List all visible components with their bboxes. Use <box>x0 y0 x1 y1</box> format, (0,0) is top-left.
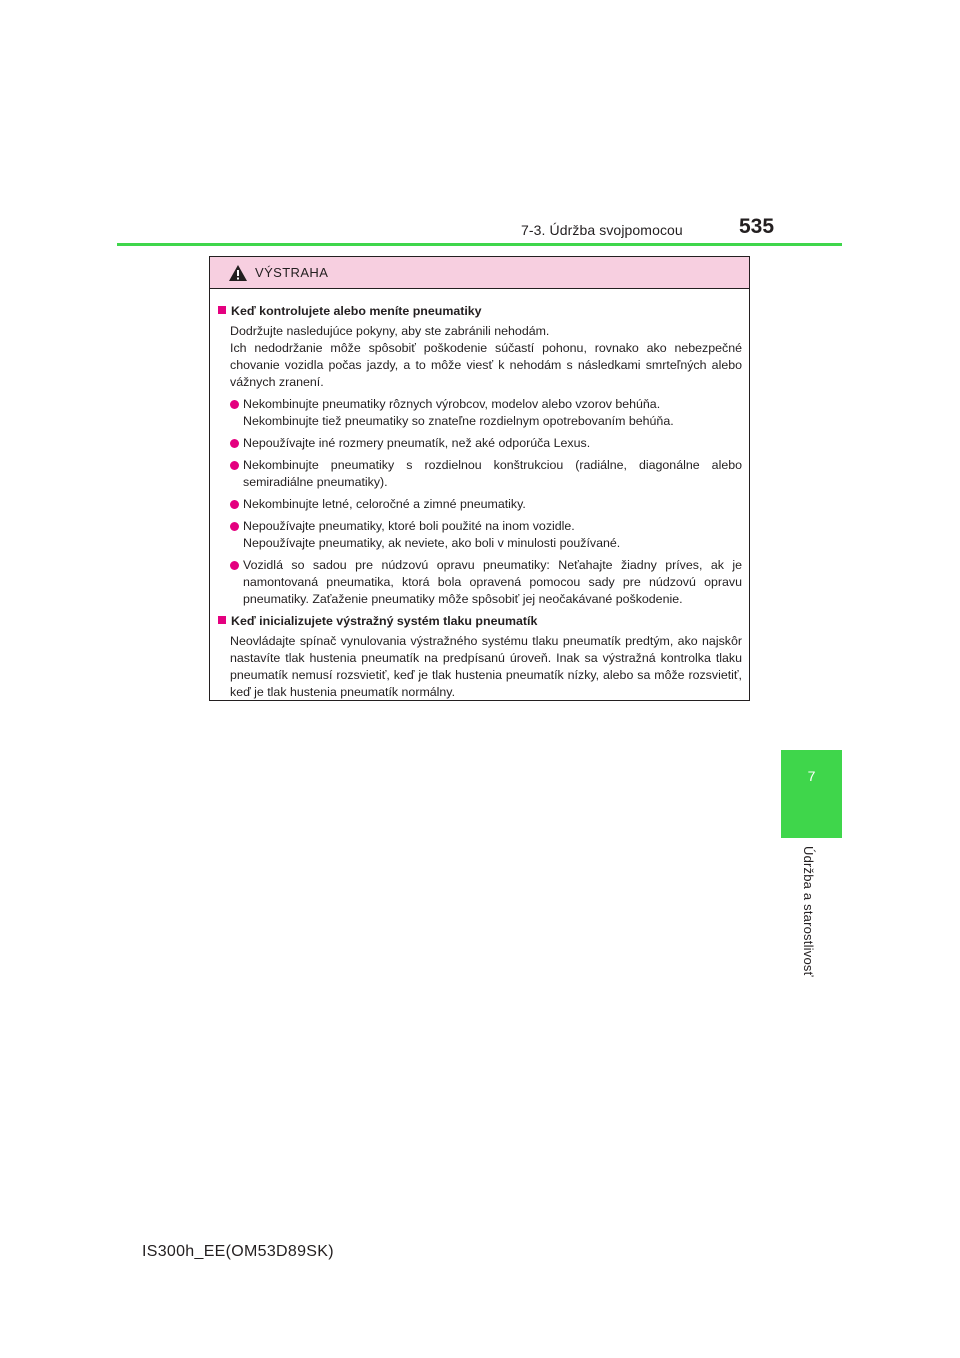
list-item-text: Nekombinujte tiež pneumatiky so znateľne rozdielnym opotrebovaním behúňa. <box>243 414 674 428</box>
section-heading-text: Keď kontrolujete alebo meníte pneumatiky <box>231 304 482 318</box>
chapter-tab <box>781 750 842 838</box>
chapter-tab-label: Údržba a starostlivosť <box>801 846 816 977</box>
list-item <box>218 457 742 491</box>
square-bullet-icon <box>218 306 226 314</box>
list-item-text: Vozidlá so sadou pre núdzovú opravu pneumatiky: Neťahajte žiadny príves, ak je namontovaná pneumatika, ktorá bola opravená pomocou sady pre núdzovú opravu pneumatiky. Zaťaženie pneumatiky môže spôsobiť jej neočakávané poškodenie. <box>243 558 742 606</box>
document-code: IS300h_EE(OM53D89SK) <box>142 1243 334 1260</box>
bullet-dot-icon <box>230 461 239 470</box>
list-item-text: Nekombinujte pneumatiky s rozdielnou konštrukciou (radiálne, diagonálne alebo semiradiálne pneumatiky). <box>243 458 742 489</box>
bullet-dot-icon <box>230 400 239 409</box>
section-heading <box>218 613 742 630</box>
section-text <box>218 633 742 701</box>
section-paragraph: Neovládajte spínač vynulovania výstražného systému tlaku pneumatík predtým, ako najskôr nastavíte tlak hustenia pneumatík na predpísanú úroveň. Inak sa výstražná kontrolka tlaku pneumatík nemusí rozsvietiť, keď je tlak hustenia pneumatík nízky, alebo sa môže rozsvietiť, keď je tlak hustenia pneumatík normálny. <box>230 634 742 699</box>
intro-line: Ich nedodržanie môže spôsobiť poškodenie súčastí pohonu, rovnako ako nebezpečné chovanie vozidla počas jazdy, a to môže viesť k nehodám s následkami smrteľných alebo vážnych zranení. <box>230 341 742 389</box>
list-item <box>218 518 742 552</box>
warning-box <box>209 256 750 701</box>
warning-title: VÝSTRAHA <box>255 265 329 280</box>
page-number: 535 <box>739 215 775 238</box>
header-divider <box>117 243 842 246</box>
bullet-dot-icon <box>230 522 239 531</box>
list-item-text: Nekombinujte pneumatiky rôznych výrobcov, modelov alebo vzorov behúňa. <box>243 397 661 411</box>
bullet-dot-icon <box>230 500 239 509</box>
section-heading <box>218 303 742 320</box>
intro-line: Dodržujte nasledujúce pokyny, aby ste zabránili nehodám. <box>230 324 550 338</box>
list-item <box>218 496 742 513</box>
warning-body <box>210 289 749 701</box>
list-item-text: Nekombinujte letné, celoročné a zimné pneumatiky. <box>243 497 526 511</box>
list-item <box>218 396 742 430</box>
list-item <box>218 435 742 452</box>
list-item-text: Nepoužívajte iné rozmery pneumatík, než aké odporúča Lexus. <box>243 436 591 450</box>
bullet-dot-icon <box>230 561 239 570</box>
list-item-text: Nepoužívajte pneumatiky, ktoré boli použité na inom vozidle. <box>243 519 575 533</box>
list-item-text: Nepoužívajte pneumatiky, ak neviete, ako boli v minulosti používané. <box>243 536 621 550</box>
running-header-section: 7-3. Údržba svojpomocou <box>521 222 683 238</box>
square-bullet-icon <box>218 616 226 624</box>
section-heading-text: Keď inicializujete výstražný systém tlaku pneumatík <box>231 614 538 628</box>
warning-header <box>210 257 749 289</box>
list-item <box>218 557 742 608</box>
bullet-dot-icon <box>230 439 239 448</box>
section-intro <box>218 323 742 391</box>
warning-triangle-icon <box>228 264 248 282</box>
chapter-tab-number: 7 <box>807 768 816 784</box>
